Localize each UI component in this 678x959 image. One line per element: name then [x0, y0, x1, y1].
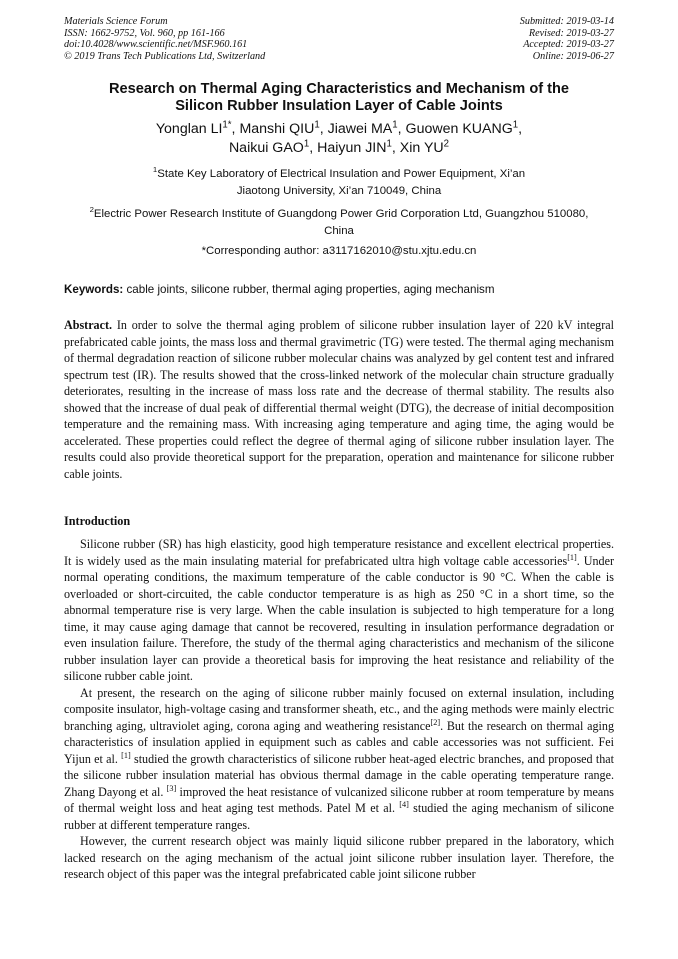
author-affiliation-mark: 1 — [314, 119, 320, 131]
author-name: Xin YU — [399, 140, 444, 156]
affiliation-2-line-1 — [60, 206, 618, 223]
keywords — [64, 282, 624, 297]
intro-paragraph-2 — [64, 685, 614, 834]
author-affiliation-mark: 1* — [222, 119, 232, 131]
paper-title — [60, 81, 618, 115]
author-name: Guowen KUANG — [405, 121, 513, 137]
intro-text: . Under normal operating conditions, the maximum temperature of the cable conductor is 90 °C. When the cable is overloaded or short-circuited, the cable conductor temperature is as high as 250 °C in a short time, so the abnormal temperature rise is very large. When the cable insulation is subjected to high temperature for a long time, it may cause aging damage that cannot be recovered, resulting in insulation performance degradation or even insulation failure. Therefore, the study of the thermal aging characteristics and mechanism of the silicone rubber insulation layer can provide a theoretical basis for improving the heat resistance and reliability of the silicone rubber cable joint. — [64, 553, 614, 683]
affiliation-2-line-2: China — [324, 225, 354, 237]
paper-title-line-2: Silicon Rubber Insulation Layer of Cable Joints — [175, 98, 503, 114]
author-affiliation-mark: 1 — [392, 119, 398, 131]
author-affiliation-mark: 1 — [303, 138, 310, 150]
author-separator: , — [391, 140, 400, 156]
introduction-body — [64, 536, 614, 883]
intro-paragraph-3: However, the current research object was mainly liquid silicone rubber prepared in the laboratory, which lacked research on the aging mechanism of the actual joint silicone rubber insulation layer. Therefore, the research object of this paper was the integral prefabricated cable joint silicone rubber — [64, 834, 614, 881]
intro-text: At present, the research on the aging of silicone rubber mainly focused on external insulation, including composite insulator, high-voltage casing and transformer sheath, etc., and the aging methods were mainly electric branching aging, ultraviolet aging, corona aging and weathering resistance — [64, 685, 614, 733]
affiliation-mark: 1 — [152, 165, 158, 175]
corresponding-author: *Corresponding author: a3117162010@stu.xjtu.edu.cn — [201, 245, 477, 257]
affiliation-2 — [60, 206, 618, 240]
author-separator: , — [518, 121, 523, 137]
abstract-text: In order to solve the thermal aging problem of silicone rubber insulation layer of 220 kV integral prefabricated cable joints, the mass loss and thermal gravimetric (TG) were tested. The thermal aging mechanism of thermal degradation reaction of silicone rubber molecular chains was analyzed by gel content test and infrared spectrum test (IR). The results showed that the cross-linked network of the molecular chain structure gradually deteriorates, resulting in the increase of mass loss rate and the decrease of thermal stability. The results also showed that the increase of dual peak of differential thermal weight (DTG), the decrease of initial decomposition temperature and the remaining mass. With increasing aging temperature and aging time, the aging would be accelerated. These properties could reflect the degree of thermal aging of silicone rubber insulation layer. The results could also provide theoretical support for the preparation, operation and maintenance for silicone rubber cable joints. — [64, 318, 614, 481]
citation-ref: [2] — [430, 717, 441, 727]
journal-header-right — [520, 16, 614, 62]
intro-text: Silicone rubber (SR) has high elasticity, good high temperature resistance and excellent electrical properties. It is widely used as the main insulating material for prefabricated ultra high voltage cable accessories — [64, 537, 614, 568]
author-separator: , — [319, 121, 328, 137]
intro-text: studied the aging mechanism of silicone rubber at different temperature ranges. — [64, 801, 614, 832]
affiliation-mark: 2 — [89, 205, 94, 215]
journal-header-left — [64, 16, 265, 62]
author-affiliation-mark: 2 — [443, 138, 450, 150]
journal-doi: doi:10.4028/www.scientific.net/MSF.960.161 — [64, 39, 248, 51]
author-separator: , — [397, 121, 406, 137]
author-name: Jiawei MA — [327, 121, 393, 137]
author-separator: , — [309, 140, 318, 156]
citation-ref: [1] — [121, 750, 131, 760]
author-name: Manshi QIU — [239, 121, 315, 137]
author-name: Yonglan LI — [155, 121, 223, 137]
intro-paragraph-1 — [64, 536, 614, 685]
author-affiliation-mark: 1 — [512, 119, 519, 131]
affiliation-1-text: State Key Laboratory of Electrical Insulation and Power Equipment, Xi’an — [157, 168, 526, 180]
date-revised: Revised: 2019-03-27 — [528, 27, 614, 39]
journal-issn: ISSN: 1662-9752, Vol. 960, pp 161-166 — [64, 27, 225, 39]
citation-ref: [1] — [567, 552, 577, 562]
date-submitted: Submitted: 2019-03-14 — [519, 16, 614, 27]
paper-title-line-1: Research on Thermal Aging Characteristics and Mechanism of the — [108, 81, 570, 97]
affiliation-2-text: Electric Power Research Institute of Guangdong Power Grid Corporation Ltd, Guangzhou 510080, — [93, 208, 589, 220]
intro-text: improved the heat resistance of vulcanized silicone rubber at room temperature by means of thermal weight loss and heat aging test methods. Patel M et al. — [64, 784, 615, 815]
keywords-label: Keywords: — [64, 283, 124, 296]
date-online: Online: 2019-06-27 — [532, 50, 614, 62]
affiliation-1 — [60, 166, 618, 200]
author-list — [60, 120, 618, 158]
affiliation-1-line-1 — [60, 166, 618, 183]
citation-ref: [4] — [399, 799, 409, 809]
author-name: Naikui GAO — [228, 140, 304, 156]
author-affiliation-mark: 1 — [386, 138, 392, 150]
journal-name: Materials Science Forum — [64, 16, 168, 27]
author-name: Haiyun JIN — [317, 140, 387, 156]
abstract-label: Abstract. — [64, 318, 113, 332]
author-line-2 — [60, 139, 618, 158]
affiliation-1-line-2: Jiaotong University, Xi’an 710049, China — [236, 185, 442, 197]
intro-text: studied the growth characteristics of silicone rubber heat-aged electric branches, and proposed that the silicone rubber insulation material has obvious thermal damage in the cable operating temperature range. Zhang Dayong et al. — [64, 751, 614, 799]
keywords-text: cable joints, silicone rubber, thermal aging properties, aging mechanism — [123, 283, 495, 296]
journal-copyright: © 2019 Trans Tech Publications Ltd, Switzerland — [64, 50, 266, 62]
author-line-1 — [60, 120, 618, 139]
author-separator: , — [231, 121, 240, 137]
abstract — [64, 317, 614, 482]
section-heading-introduction: Introduction — [64, 514, 131, 528]
date-accepted: Accepted: 2019-03-27 — [523, 39, 614, 51]
citation-ref: [3] — [166, 783, 177, 793]
intro-text: . But the research on thermal aging characteristics of insulation applied in equipment such as cables and cable accessories was not sufficient. Fei Yijun et al. — [64, 718, 614, 766]
